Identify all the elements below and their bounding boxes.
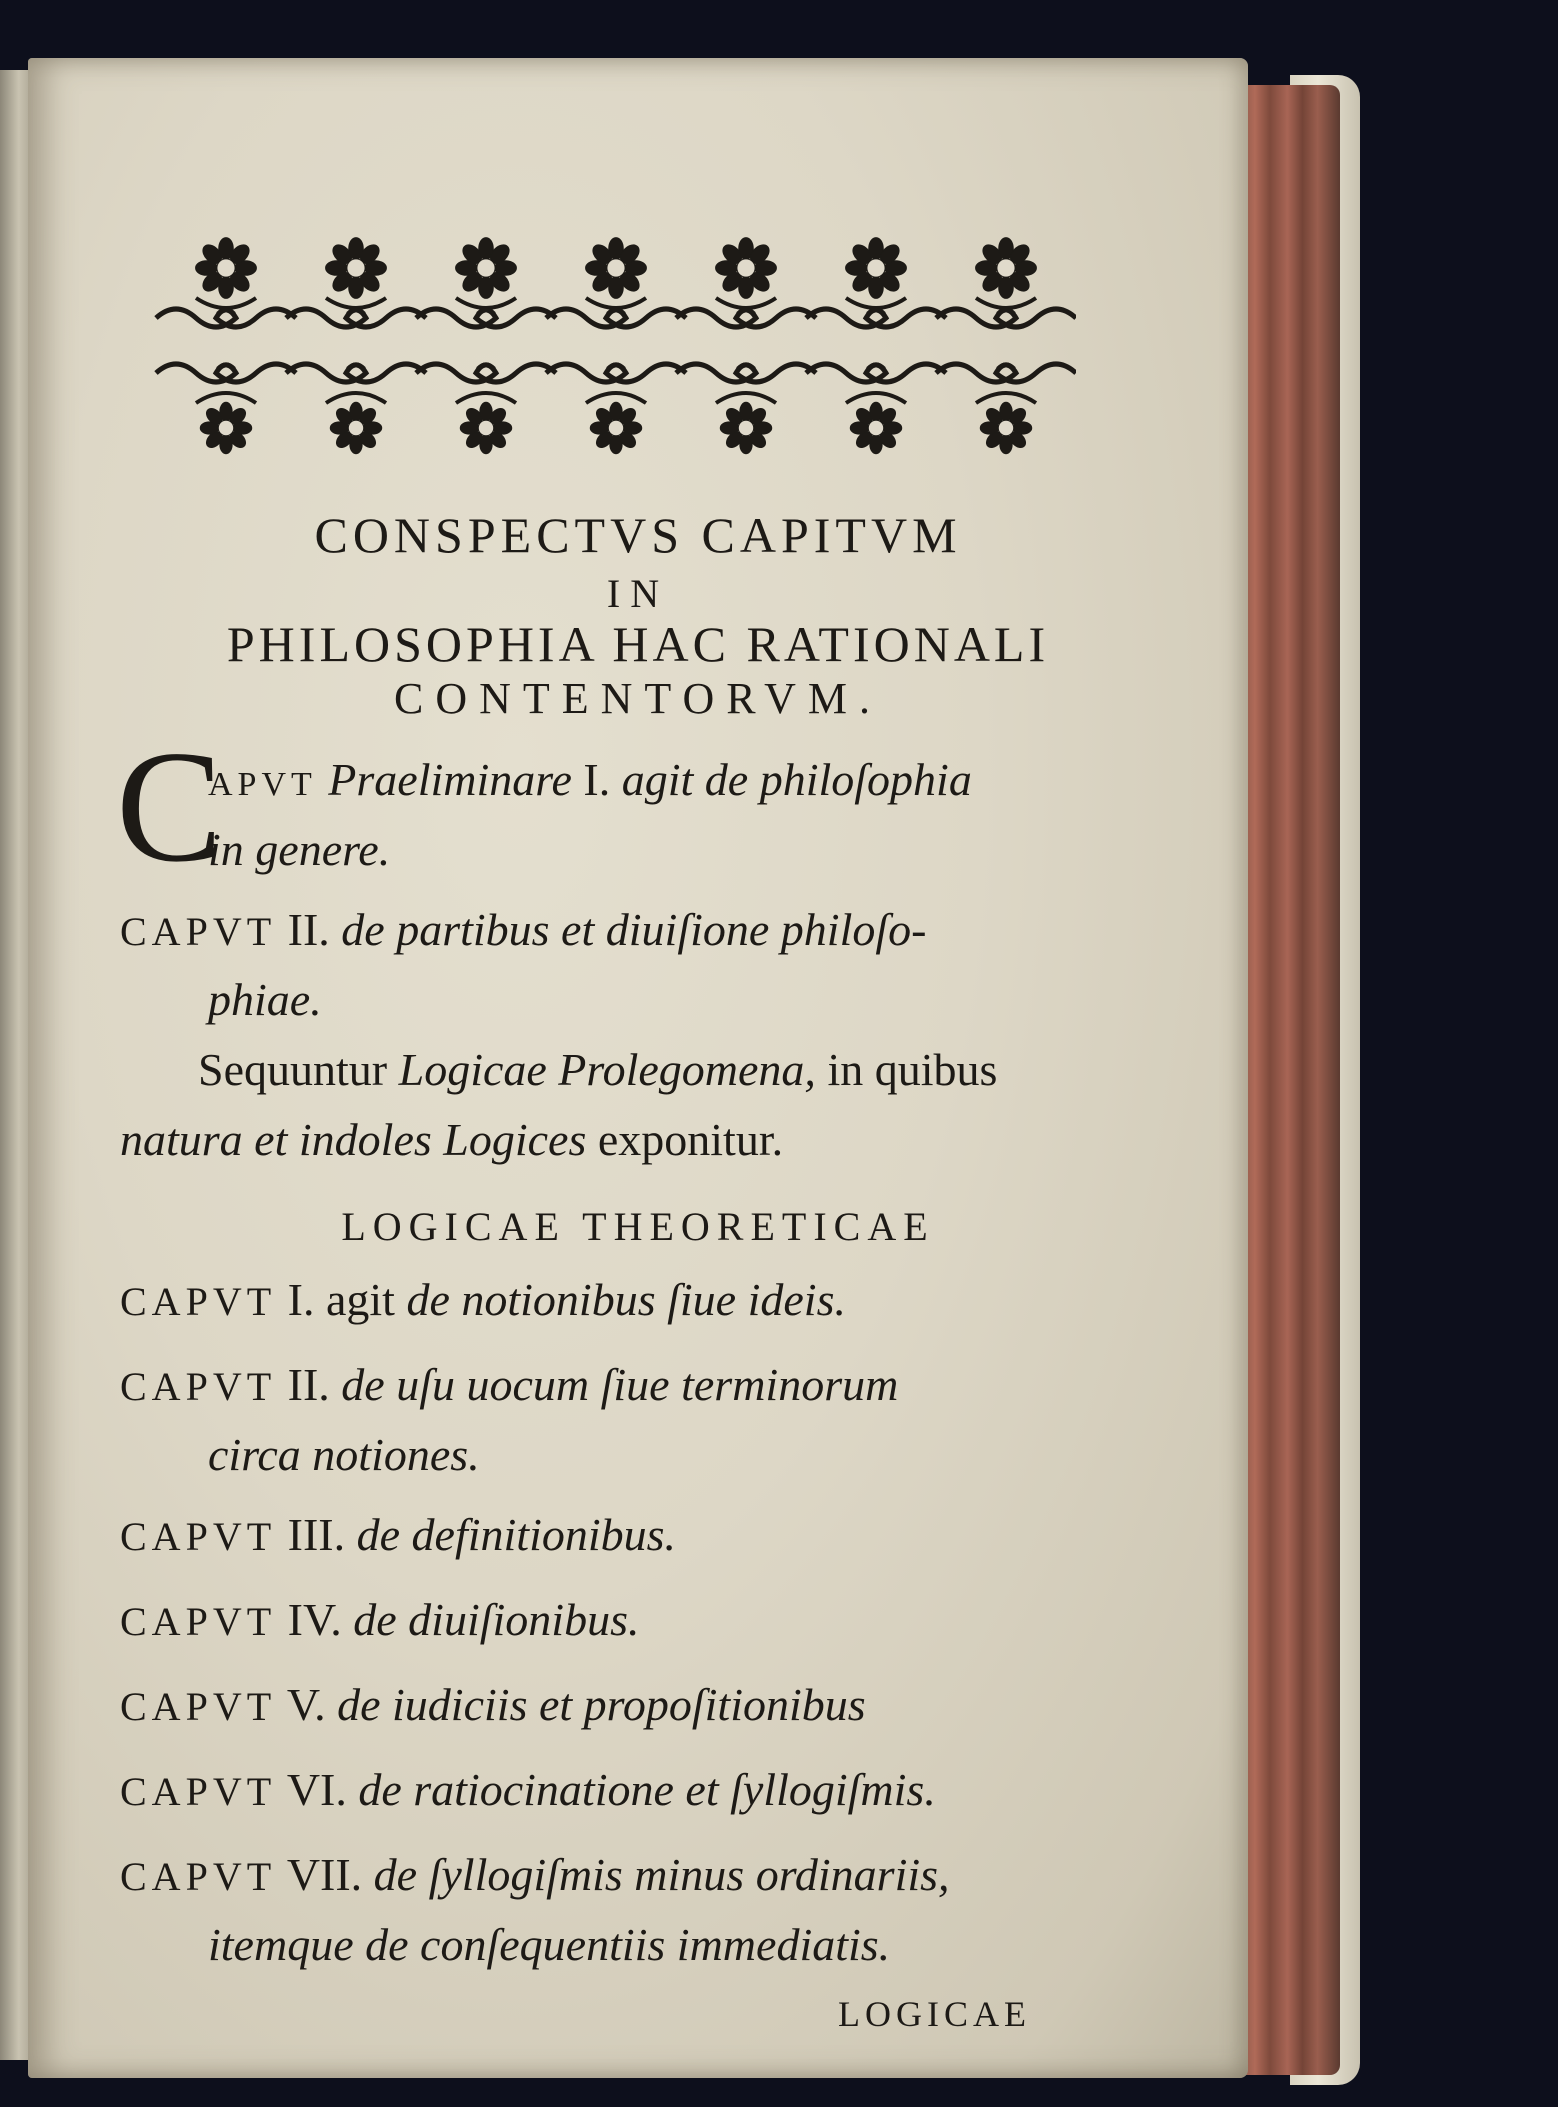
chapter-entry <box>120 1763 936 1816</box>
chapter-entry <box>120 1593 639 1646</box>
leaf-icon <box>586 298 646 403</box>
scroll-icon <box>866 309 946 327</box>
entry-continuation: in genere. <box>208 824 391 875</box>
chapter-title: de notionibus ſiue ideis. <box>406 1274 846 1325</box>
caput-word: CAPVT <box>120 1599 277 1644</box>
scroll-icon <box>346 364 426 382</box>
drop-cap: C <box>116 717 223 895</box>
chapter-number: II. <box>287 1359 330 1410</box>
leaf-icon <box>196 298 256 403</box>
flower-icon <box>330 402 381 453</box>
chapter-entry <box>120 1358 898 1411</box>
leaf-icon <box>976 298 1036 403</box>
caput-word: CAPVT <box>120 1364 277 1409</box>
scroll-icon <box>476 364 556 382</box>
title-line-2: IN <box>606 571 670 616</box>
chapter-title: de uſu uocum ſiue terminorum <box>341 1359 899 1410</box>
flower-icon <box>460 402 511 453</box>
entry-continuation: phiae. <box>208 974 322 1025</box>
chapter-continuation: itemque de conſequentiis immediatis. <box>208 1919 891 1970</box>
flower-icon <box>586 238 647 299</box>
caput-word: CAPVT <box>120 909 277 954</box>
chapter-number: VI. <box>286 1764 347 1815</box>
scroll-icon <box>736 364 816 382</box>
chapter-number: III. <box>287 1509 346 1560</box>
leaf-icon <box>846 298 906 403</box>
chapter-number: IV. <box>287 1594 342 1645</box>
caput-word: CAPVT <box>120 1514 277 1559</box>
flower-icon <box>456 238 517 299</box>
flower-icon <box>980 402 1031 453</box>
leaf-icon <box>716 298 776 403</box>
italic-text: natura et indoles Logices <box>120 1114 587 1165</box>
entry-italic: Praeliminare <box>328 754 572 805</box>
chapter-entry <box>120 1678 866 1731</box>
flower-icon <box>976 238 1037 299</box>
entry-caput-praeliminare <box>208 753 972 806</box>
flower-icon <box>716 238 777 299</box>
leaf-icon <box>326 298 386 403</box>
chapter-number: VII. <box>286 1849 363 1900</box>
chapter-title: de ratiocinatione et ſyllogiſmis. <box>358 1764 936 1815</box>
scroll-icon <box>216 364 296 382</box>
roman-text: exponitur. <box>597 1114 784 1165</box>
scroll-icon <box>606 364 686 382</box>
roman-text: Sequuntur <box>198 1044 388 1095</box>
chapter-entry <box>120 1273 846 1326</box>
scroll-icon <box>866 364 946 382</box>
leaf-icon <box>456 298 516 403</box>
flower-icon <box>720 402 771 453</box>
chapter-entry <box>120 1508 676 1561</box>
chapter-title: de iudiciis et propoſitionibus <box>337 1679 866 1730</box>
chapter-number: I. <box>287 1274 315 1325</box>
book-page <box>28 58 1248 2078</box>
title-line-4: CONTENTORVM. <box>393 674 882 723</box>
catchword: LOGICAE <box>838 1994 1031 2034</box>
flower-icon <box>200 402 251 453</box>
chapter-entry <box>120 1848 950 1901</box>
scroll-icon <box>216 309 296 327</box>
flower-icon <box>326 238 387 299</box>
roman-text: agit <box>325 1274 395 1325</box>
scroll-icon <box>606 309 686 327</box>
flower-icon <box>196 238 257 299</box>
flower-icon <box>850 402 901 453</box>
entry-italic: agit de philoſophia <box>621 754 972 805</box>
flower-icon <box>590 402 641 453</box>
entry-number: II. <box>287 904 330 955</box>
sequuntur-line <box>198 1043 997 1096</box>
title-line-3: PHILOSOPHIA HAC RATIONALI <box>226 616 1050 672</box>
sequuntur-line-2 <box>120 1113 783 1166</box>
entry-number: I. <box>583 754 611 805</box>
caput-word: CAPVT <box>120 1279 277 1324</box>
floral-ornament-icon <box>146 233 1076 463</box>
section-heading: LOGICAE THEORETICAE <box>341 1204 935 1249</box>
flower-icon <box>846 238 907 299</box>
caput-word: CAPVT <box>120 1684 277 1729</box>
chapter-number: V. <box>286 1679 326 1730</box>
entry-caput-2-prelim <box>120 903 926 956</box>
chapter-title: de ſyllogiſmis minus ordinariis, <box>373 1849 950 1900</box>
title-line-1: CONSPECTVS CAPITVM <box>314 507 962 563</box>
chapter-continuation: circa notiones. <box>208 1429 480 1480</box>
scroll-icon <box>996 309 1076 327</box>
caput-word: CAPVT <box>120 1769 277 1814</box>
italic-text: Logicae Prolegomena, <box>398 1044 816 1095</box>
chapter-title: de diuiſionibus. <box>353 1594 640 1645</box>
roman-text: in quibus <box>827 1044 998 1095</box>
scroll-icon <box>346 309 426 327</box>
entry-italic: de partibus et diuiſione philoſo- <box>341 904 927 955</box>
chapter-title: de definitionibus. <box>356 1509 677 1560</box>
scroll-icon <box>736 309 816 327</box>
caput-word: CAPVT <box>120 1854 277 1899</box>
scroll-icon <box>996 364 1076 382</box>
caput-word: APVT <box>208 766 317 803</box>
scroll-icon <box>476 309 556 327</box>
